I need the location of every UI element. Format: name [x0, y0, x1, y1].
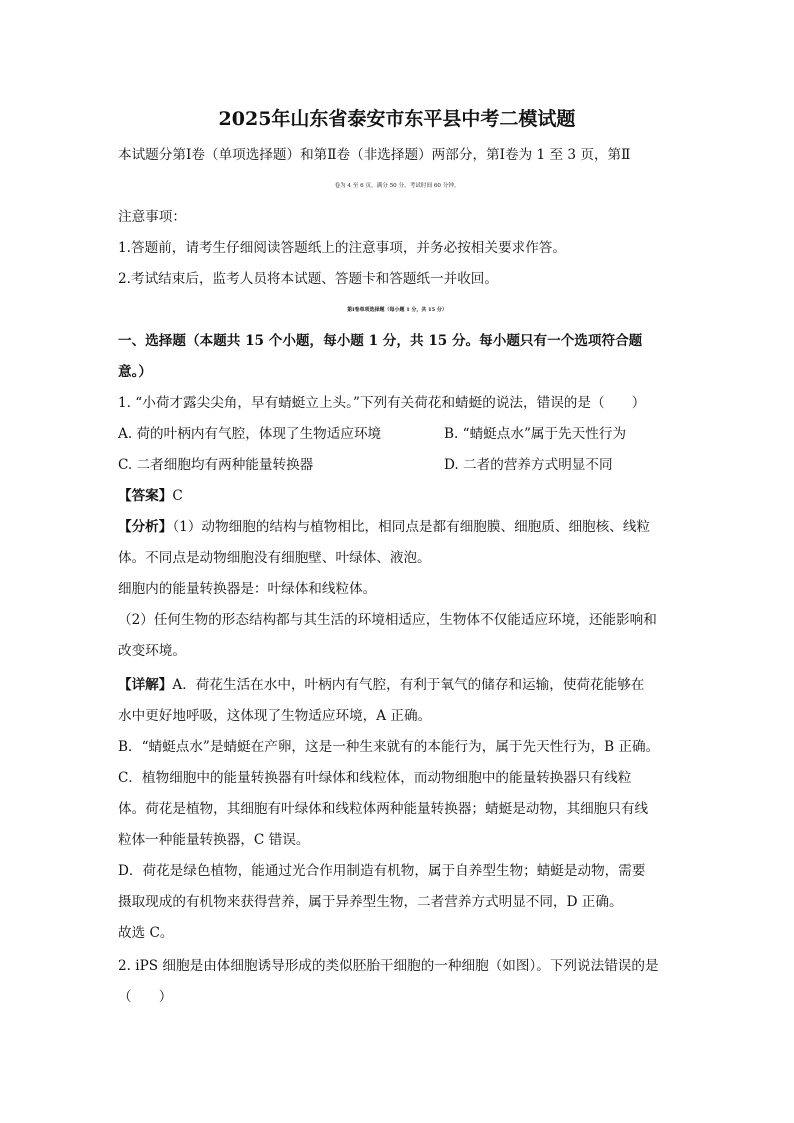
part-heading-line-2: 意。） [118, 364, 152, 380]
page-title: 2025年山东省泰安市东平县中考二模试题 [218, 108, 576, 130]
question-1-option-a: A. 荷的叶柄内有气腔，体现了生物适应环境 [118, 426, 382, 442]
analysis-line-1 [118, 518, 678, 536]
conclusion-line: 故选 C。 [118, 925, 174, 941]
analysis-line: （2）任何生物的形态结构都与其生活的环境相适应，生物体不仅能适应环境，还能影响和 [118, 612, 657, 628]
analysis-line: 细胞内的能量转换器是：叶绿体和线粒体。 [118, 581, 377, 597]
part-heading-line-1: 一、选择题（本题共 15 个小题，每小题 1 分，共 15 分。每小题只有一个选项符合题 [118, 333, 643, 349]
detail-line: B．“蜻蜓点水”是蜻蜓在产卵，这是一种生来就有的本能行为，属于先天性行为，B 正确。 [118, 739, 660, 755]
detail-line: 水中更好地呼吸，这体现了生物适应环境，A 正确。 [118, 708, 432, 724]
analysis-line: 体。不同点是动物细胞没有细胞壁、叶绿体、液泡。 [118, 550, 431, 566]
detail-line: 体。荷花是植物，其细胞有叶绿体和线粒体两种能量转换器；蜻蜓是动物，其细胞只有线 [118, 801, 649, 817]
intro-line-1: 本试题分第Ⅰ卷（单项选择题）和第Ⅱ卷（非选择题）两部分，第Ⅰ卷为 1 至 3 页，第Ⅱ [118, 147, 631, 163]
question-1-answer [118, 487, 678, 505]
question-1-stem: 1. “小荷才露尖尖角，早有蜻蜓立上头。”下列有关荷花和蜻蜓的说法，错误的是（ ） [118, 395, 646, 411]
question-1-option-d: D. 二者的营养方式明显不同 [444, 457, 613, 473]
question-2-stem-cont: （ ） [118, 989, 173, 1005]
detail-line: 摄取现成的有机物来获得营养，属于异养型生物，二者营养方式明显不同，D 正确。 [118, 894, 623, 910]
detail-line: 粒体一种能量转换器，C 错误。 [118, 832, 310, 848]
question-2-stem: 2. iPS 细胞是由体细胞诱导形成的类似胚胎干细胞的一种细胞（如图）。下列说法错误的是 [118, 958, 659, 974]
notice-heading: 注意事项： [118, 209, 186, 225]
analysis-text: （1）动物细胞的结构与植物相比，相同点是都有细胞膜、细胞质、细胞核、线粒 [172, 519, 651, 535]
analysis-label: 【分析】 [118, 519, 173, 535]
question-1-option-c: C. 二者细胞均有两种能量转换器 [118, 457, 314, 473]
notice-item: 2.考试结束后，监考人员将本试题、答题卡和答题纸一并收回。 [118, 271, 498, 287]
question-1-option-b: B. “蜻蜓点水”属于先天性行为 [444, 426, 627, 442]
answer-value: C [172, 488, 183, 504]
intro-line-2: 卷为 4 至 6 页。满分 50 分，考试时间 60 分钟。 [334, 183, 460, 189]
analysis-line: 改变环境。 [118, 643, 186, 659]
detail-line: D．荷花是绿色植物，能通过光合作用制造有机物，属于自养型生物；蜻蜓是动物，需要 [118, 863, 646, 879]
detail-line: C．植物细胞中的能量转换器有叶绿体和线粒体，而动物细胞中的能量转换器只有线粒 [118, 770, 632, 786]
section-title: 第Ⅰ卷单项选择题（每小题 1 分，共 15 分） [347, 307, 447, 313]
detail-label: 【详解】 [118, 677, 173, 693]
notice-item: 1.答题前，请考生仔细阅读答题纸上的注意事项，并务必按相关要求作答。 [118, 240, 566, 256]
answer-label: 【答案】 [118, 488, 173, 504]
detail-line-1 [118, 676, 678, 694]
detail-text: A．荷花生活在水中，叶柄内有气腔，有利于氧气的储存和运输，使荷花能够在 [172, 677, 645, 693]
